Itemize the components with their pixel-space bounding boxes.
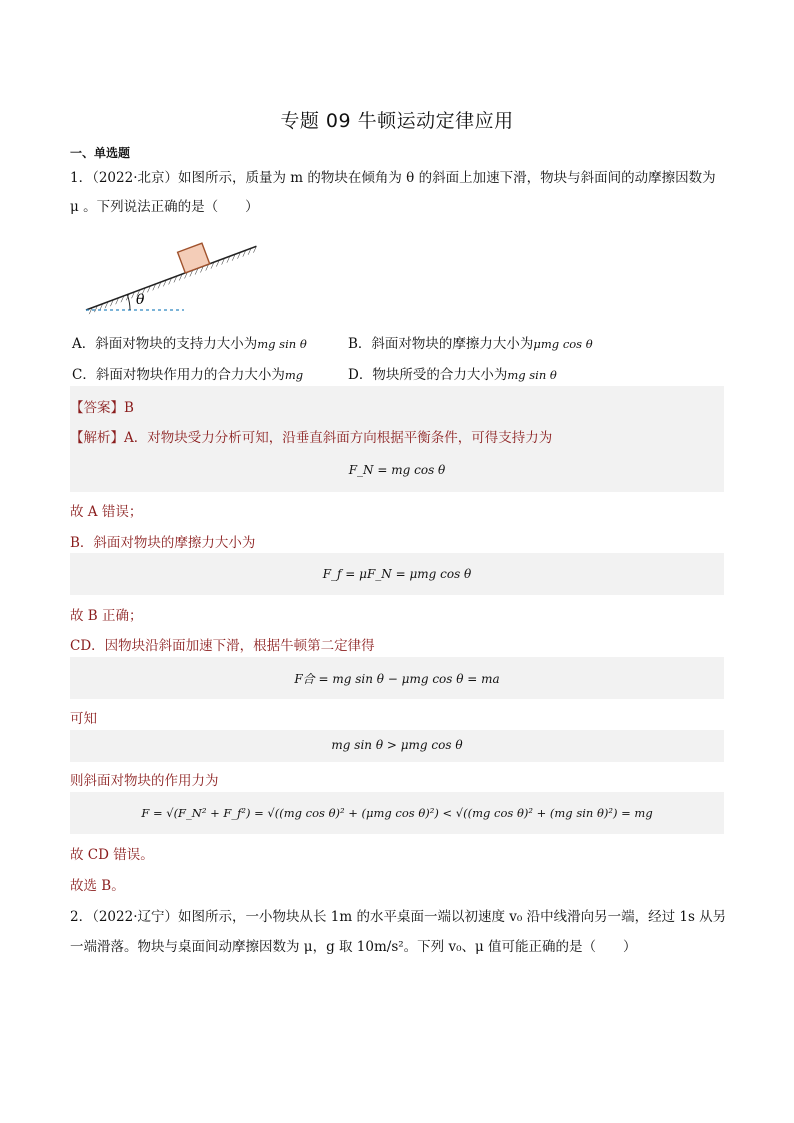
angle-label: θ <box>136 292 145 308</box>
section-heading: 一、单选题 <box>70 146 131 160</box>
kezhi-text: 可知 <box>70 711 97 727</box>
equation-resultant-force: F = √(F_N² + F_f²) = √((mg cos θ)² + (μmg cos θ)²) < √((mg cos θ)² + (mg sin θ)²) = mg <box>141 806 653 820</box>
option-a-expr: mg sin θ <box>257 337 307 351</box>
equation-normal-force: F_N = mg cos θ <box>348 463 446 477</box>
q2-stem-line1: 2．（2022·辽宁）如图所示，一小物块从长 1m 的水平桌面一端以初速度 v₀ 沿中线滑向另一端，经过 1s 从另 <box>70 909 727 925</box>
incline-surface <box>86 246 256 310</box>
option-a-text: A．斜面对物块的支持力大小为 <box>72 336 258 352</box>
option-c-text: C．斜面对物块作用力的合力大小为 <box>72 367 285 383</box>
b-conclusion: 故 B 正确； <box>70 608 143 624</box>
a-conclusion: 故 A 错误； <box>70 504 143 520</box>
option-c <box>72 363 303 383</box>
option-b-expr: μmg cos θ <box>533 337 593 351</box>
option-d-expr: mg sin θ <box>507 368 557 382</box>
page-title: 专题 09 牛顿运动定律应用 <box>280 110 514 132</box>
incline-hatch <box>86 246 258 314</box>
equation-newton-second: F合 = mg sin θ − μmg cos θ = ma <box>294 672 500 686</box>
option-b-text: B．斜面对物块的摩擦力大小为 <box>348 336 534 352</box>
b-intro: B．斜面对物块的摩擦力大小为 <box>70 535 256 551</box>
q1-stem-line2: μ 。下列说法正确的是（ ） <box>70 199 259 215</box>
force-intro: 则斜面对物块的作用力为 <box>70 773 219 789</box>
cd-conclusion: 故 CD 错误。 <box>70 847 154 863</box>
answer-label: 【答案】B <box>70 400 134 416</box>
q1-stem-line1: 1．（2022·北京）如图所示，质量为 m 的物块在倾角为 θ 的斜面上加速下滑，物块与斜面间的动摩擦因数为 <box>70 170 716 186</box>
option-b <box>348 332 593 352</box>
equation-friction: F_f = μF_N = μmg cos θ <box>322 567 472 581</box>
q2-stem-line2: 一端滑落。物块与桌面间动摩擦因数为 μ，g 取 10m/s²。下列 v₀、μ 值可能正确的是（ ） <box>70 939 637 955</box>
option-a <box>72 332 307 352</box>
incline-figure <box>80 226 262 318</box>
option-d <box>348 363 557 383</box>
equation-inequality: mg sin θ > μmg cos θ <box>331 738 463 752</box>
option-d-text: D．物块所受的合力大小为 <box>348 367 508 383</box>
cd-intro: CD．因物块沿斜面加速下滑，根据牛顿第二定律得 <box>70 638 375 654</box>
analysis-intro: 【解析】A．对物块受力分析可知，沿垂直斜面方向根据平衡条件，可得支持力为 <box>70 430 553 446</box>
option-c-expr: mg <box>284 368 304 382</box>
final-answer: 故选 B。 <box>70 878 125 894</box>
